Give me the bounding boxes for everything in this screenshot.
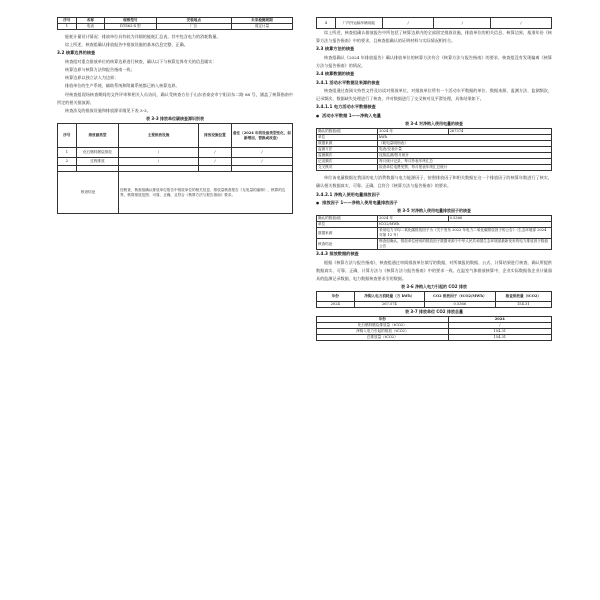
paragraph: 核查组确认《2024 年排放报告》确认排放单位的核算方法符合《核算方法与报告指南》的要求，核查组没有发现偏离《核算方法与报告指南》的情况。 (316, 54, 552, 69)
paragraph: 核算边界与核算方法和报告指南一致； (65, 67, 135, 73)
table-cell: 化石燃料燃烧排放 (76, 148, 118, 158)
table-cell: 核查组确认，排放单位使用的排放因子数据来源于中华人民共和国生态环境部最新发布的电力排放因子数值公告 (378, 239, 552, 250)
table-caption: 表 3-3 排放单位碳核查源识别表 (145, 116, 204, 122)
equipment-table-header: 名称 (76, 18, 104, 24)
table-caption: 表 3-7 排放单位 CO2 排放总量 (405, 309, 463, 315)
paragraph: 综上所述，核查组确认排放报告中排放设施的基本信息完整、正确。 (65, 42, 188, 48)
table-cell: 周定计量 (231, 24, 292, 30)
equipment-table-header: 未来检测周期 (231, 18, 292, 24)
table-cell: 2024 年 (378, 129, 449, 135)
table-cell: 监测频次 (317, 153, 378, 159)
table-cell: 2024 年 (378, 216, 449, 222)
table-header: 主要排放设施 (119, 124, 199, 148)
table-cell: 1 (58, 24, 77, 30)
right-column (316, 0, 552, 600)
table-cell: / (434, 18, 490, 29)
table-cell: 确认的数值/值 (317, 216, 378, 222)
table-row (317, 165, 552, 171)
section-heading: 3.4 核算数据的核查 (316, 71, 355, 77)
table-cell: 过程排放 (76, 158, 118, 166)
table-cell: / (231, 148, 292, 158)
table-cell: 1 (58, 148, 77, 158)
table-cell: 单位 (317, 135, 378, 141)
table-cell: 0.5366 (425, 302, 496, 308)
subsection-heading: 3.4.1.1 电力活动水平数据核查 (316, 104, 376, 110)
paragraph: 能耗计量设计情况：排放单位具有较为详细的能耗汇总表，其中包含电力的消耗数量。 (65, 34, 221, 39)
table-cell: 154.31 (448, 335, 551, 341)
table-cell: 检查单位电费发票、每月报表年终汇总统计 (378, 165, 552, 171)
table-header: 排放设施位置 (198, 124, 231, 148)
subsection-heading: 3.4.1 活动水平数据及来源的核查 (316, 79, 380, 85)
table-cell: 2 (58, 158, 77, 166)
table-row (317, 239, 552, 250)
table-header: 净购入电力消耗量（万 kWh） (354, 292, 425, 302)
table-cell: 电表 (76, 24, 104, 30)
table-cell: 采用电力平均二氧化碳排放因子为《关于发布 2022 年电力二氧化碳排放因子的公告》（生态环境部 2024 年第 12 号） (378, 228, 552, 239)
conclusion-text: 经核查，核查组确认排放单位报告中排放单位的相关信息、排放量核查报告《无电量的编制》，核算的边界、核算排放范围、可靠、正确，且符合《核算方法与报告指南》要求。 (119, 172, 293, 214)
table-cell: 单位 (317, 222, 378, 228)
table-cell: kWh (378, 135, 552, 141)
table-cell: / (231, 158, 292, 166)
table-cell: 《耗电量明细表》 (378, 141, 552, 147)
paragraph: 核查组通过查阅支持性文件及访谈对排放单位，对排放单位所有一个活动水平数据的单位、数据来源、监测方法、监测频次、记录频次、数据缺失处理进行了核查，并对数据进行了交叉核对及平滑处理，具体结果如下。 (316, 88, 552, 102)
table-header: CO2 排放因子（tCO2/MWh） (425, 292, 496, 302)
subsection-heading: 3.4.3 排放数据的核查 (316, 251, 359, 257)
left-column (57, 0, 293, 600)
table-cell: 154.31 (495, 302, 551, 308)
table-cell: 电表/仪表计量 (378, 147, 552, 153)
equipment-table-header: 序号 (58, 18, 77, 24)
table-cell: 监测方法 (317, 147, 378, 153)
table-cell: DTS62-4 型 (104, 24, 156, 30)
table-row (317, 228, 552, 239)
table-cell: tCO2/MWh (378, 222, 552, 228)
table-cell: 0.5366 (448, 216, 551, 222)
table-cell: 记录频次 (317, 159, 378, 165)
section-heading: 3.3 核算方法的核查 (316, 46, 355, 52)
table-cell: / (448, 323, 551, 329)
table-cell: 确认的数值/值 (317, 129, 378, 135)
equipment-table-header: 规格型号 (104, 18, 156, 24)
table-cell: / (382, 18, 434, 29)
table-row (58, 24, 293, 30)
emission-factor-table (316, 215, 552, 250)
table-cell: / (490, 18, 551, 29)
table-cell: 总排放量（tCO2） (317, 335, 449, 341)
equipment-table (57, 17, 293, 30)
paragraph: 根据《核算方法与报告指南》，核查组通过审阅排放单位填写的数据，对所填报的数据、公式、计算结果进行核查，确认所提供数据真实、可靠、正确，计算方法与《核算方法与报告指南》中的要求一致。在温室气体排放核算中，企业实际数据依企业计量器具的监测记录数据，电力数据核查要求引用数据。 (316, 259, 552, 282)
table-cell: 2024 (317, 302, 355, 308)
conclusion-label: 核查结论 (58, 172, 119, 214)
bullet-item: ● 排放因子 1——净购入使用电量排放因子 (316, 199, 552, 207)
table-header: 排放源类型 (76, 124, 118, 148)
table-cell: 154.31 (448, 329, 551, 335)
table-row (317, 302, 552, 308)
table-caption: 表 3-6 净购入电力引起的 CO2 排放 (401, 284, 467, 290)
paragraph: 单位该电量数据在我国的电力消费数据与电力能源因子，按照排放因子和相关数据在这一个排放因子的核算年数进行了核实，确认相关数据真实、可靠、正确，且符合《核算方法与报告指南》的要求。 (316, 175, 552, 189)
table-cell: 厂区 (156, 24, 231, 30)
table-cell: / (198, 158, 231, 166)
table-cell: 4 (317, 18, 336, 29)
table-row (58, 158, 293, 166)
table-header: 年份 (317, 317, 449, 323)
paragraph: 核查涉及的排放设施和排放源详细见下表 3-3。 (65, 108, 151, 114)
total-emission-table (316, 316, 552, 341)
table-row (58, 148, 293, 158)
table-cell: / (119, 158, 199, 166)
table-cell: 数据来源 (317, 228, 378, 239)
table-cell: / (119, 148, 199, 158)
equipment-table-continued (316, 17, 552, 29)
table-cell: 267.574 (354, 302, 425, 308)
bullet-item: ● 活动水平数据 1——净购入电量 (316, 112, 552, 120)
electricity-activity-table (316, 128, 552, 171)
table-cell: 核查结论 (317, 239, 378, 250)
table-header: 序号 (58, 124, 77, 148)
section-heading: 3.2 核算边界的核查 (57, 50, 96, 56)
equipment-table-header: 安装地点 (156, 18, 231, 24)
table-cell: 每月统计记录，每月抄表年终汇总 (378, 159, 552, 165)
conclusion-row (58, 172, 293, 214)
table-cell: 厂内外运输车辆用能 (335, 18, 382, 29)
table-cell: 连续监测/按月统计 (378, 153, 552, 159)
table-row (317, 18, 552, 29)
paragraph: 排放单位的生产系统、辅助系统和附属系统都已纳入核算边界。 (65, 83, 180, 89)
table-header: 核查排放量（tCO2） (495, 292, 551, 302)
table-cell: 净购入电力引起的排放（tCO2） (317, 329, 449, 335)
table-caption: 表 3-5 对净购入使用电量排放因子的核查 (396, 208, 471, 214)
table-header: 年份 (317, 292, 355, 302)
table-cell: 267574 (448, 129, 551, 135)
table-cell: 化石燃料燃烧排放量（tCO2） (317, 323, 449, 329)
table-caption: 表 3-4 对净购入使用电量的核查 (404, 121, 463, 127)
paragraph: 综上所述，核查组确认排放报告中所包括了核算边界内的全部固定排放设施，排放单位的相关信息、核算边界，基准年份《核算方法与报告指南》中的要求，且核查组确认的证明材料与实际情况相符合。 (316, 30, 552, 44)
table-row (317, 335, 552, 341)
paragraph: 核算边界以独立法人为边界； (65, 75, 119, 81)
paragraph: 经核查组现场核查期间的文件评审和相关人员访问，确认受核查方位于山东省泰安市宁阳县东二路 88 号，涵盖了核算指南中所定的相关排放源。 (57, 91, 293, 105)
table-header: 2024 (448, 317, 551, 323)
table-cell: 交叉核对 (317, 165, 378, 171)
electricity-emission-table (316, 291, 552, 308)
paragraph: 核查组对重点排放单位的核算边界进行核查，确认以下与核算边界有关的信息属实： (65, 58, 217, 64)
emission-source-table (57, 123, 293, 214)
table-header: 备注（2024 年的设备类型变化，如新增加，替换或改造） (231, 124, 292, 148)
table-cell: / (198, 148, 231, 158)
table-cell: 数据来源 (317, 141, 378, 147)
subsection-heading: 3.4.2.1 净购入使用电量排放因子 (316, 191, 380, 197)
